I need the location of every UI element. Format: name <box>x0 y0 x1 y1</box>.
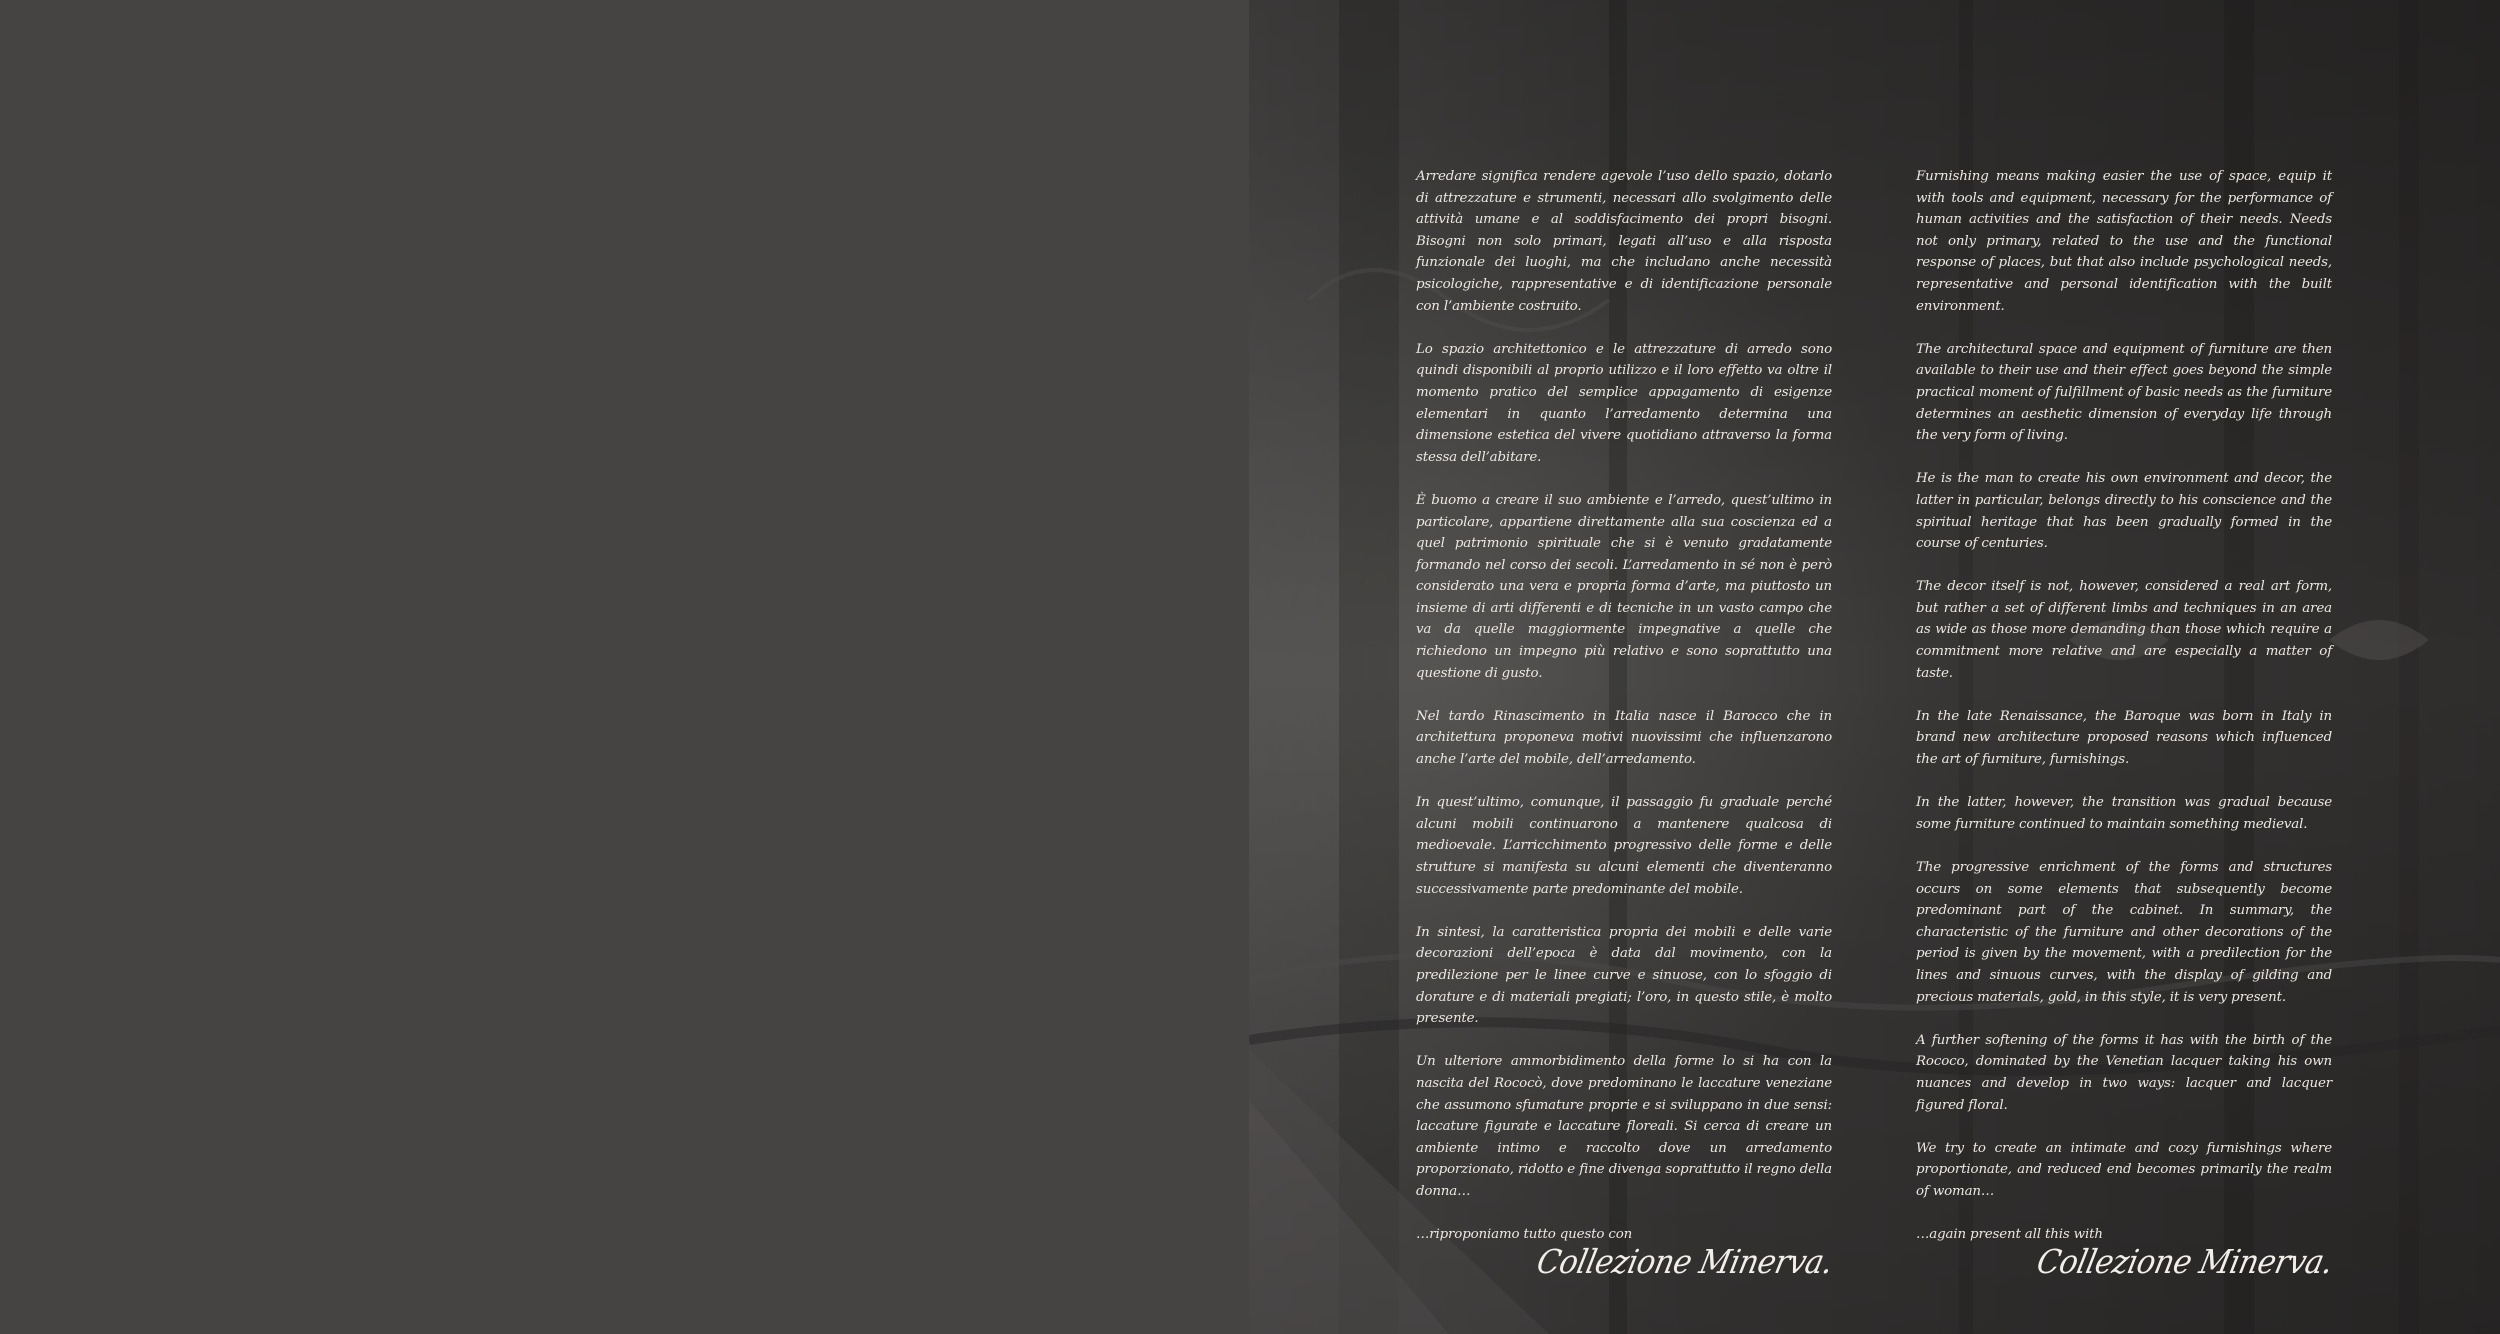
english-paragraph-7: The progressive enrichment of the forms and structures occurs on some elements that subsequently become predominant part of the cabinet. In summary, the characteristic of the furniture and other decorations of the period is given by the movement, with a predilection for the lines and sinuous curves, with the display of gilding and precious materials, gold, in this style, it is very present. <box>1916 860 2332 1005</box>
english-paragraph-1: Furnishing means making easier the use of space, equip it with tools and equipment, necessary for the performance of human activities and the satisfaction of their needs. Needs not only primary, related to the use and the functional response of places, but that also include psychological needs, representative and personal identification with the built environment. <box>1916 169 2332 314</box>
italian-paragraph-3: È buomo a creare il suo ambiente e l’arredo, quest’ultimo in particolare, appartiene direttamente alla sua coscienza ed a quel patrimonio spirituale che si è venuto gradatamente formando nel corso dei secoli. L’arredamento in sé non è però considerato una vera e propria forma d’arte, ma piuttosto un insieme di arti differenti e di tecniche in un vasto campo che va da quelle maggiormente impegnative a quelle che richiedono un impegno più relativo e sono soprattutto una questione di gusto. <box>1416 492 1832 681</box>
english-paragraph-6: In the latter, however, the transition was gradual because some furniture continued to maintain something medieval. <box>1916 795 2332 832</box>
italian-paragraph-2: Lo spazio architettonico e le attrezzature di arredo sono quindi disponibili al proprio utilizzo e il loro effetto va oltre il momento pratico del semplice appagamento di esigenze elementari in quanto l’arredamento determina una dimensione estetica del vivere quotidiano attraverso la forma stessa dell’abitare. <box>1416 341 1832 465</box>
english-paragraph-9: We try to create an intimate and cozy furnishings where proportionate, and reduced end becomes primarily the realm of woman… <box>1916 1140 2332 1199</box>
english-closing-line: …again present all this with <box>1916 1227 2103 1243</box>
italian-paragraph-5: In quest’ultimo, comunque, il passaggio fu graduale perché alcuni mobili continuarono a mantenere qualcosa di medioevale. L’arricchimento progressivo delle forme e delle strutture si manifesta su alcuni elementi che diventeranno successivamente parte predominante del mobile. <box>1416 795 1832 897</box>
italian-paragraph-4: Nel tardo Rinascimento in Italia nasce il Barocco che in architettura proponeva motivi nuovissimi che influenzarono anche l’arte del mobile, dell’arredamento. <box>1416 708 1832 768</box>
italian-text-column <box>1416 166 1837 1282</box>
english-paragraph-2: The architectural space and equipment of furniture are then available to their use and their effect goes beyond the simple practical moment of fulfillment of basic needs as the furniture determines an aesthetic dimension of everyday life through the very form of living. <box>1916 341 2332 444</box>
english-paragraph-8: A further softening of the forms it has with the birth of the Rococo, dominated by the Venetian lacquer taking his own nuances and develop in two ways: lacquer and lacquer figured floral. <box>1916 1032 2332 1113</box>
right-page <box>1249 0 2500 1334</box>
italian-closing-line: …riproponiamo tutto questo con <box>1416 1227 1633 1243</box>
italian-signature: Collezione Minerva. <box>1533 1242 1837 1282</box>
english-text-column <box>1916 166 2337 1282</box>
english-paragraph-3: He is the man to create his own environment and decor, the latter in particular, belongs directly to his conscience and the spiritual heritage that has been gradually formed in the course of centuries. <box>1916 471 2332 552</box>
italian-paragraph-1: Arredare significa rendere agevole l’uso dello spazio, dotarlo di attrezzature e strumenti, necessari allo svolgimento delle attività umane e al soddisfacimento dei propri bisogni. Bisogni non solo primari, legati all’uso e alla risposta funzionale dei luoghi, ma che includano anche necessità psicologiche, rappresentative e di identificazione personale con l’ambiente costruito. <box>1416 169 1832 314</box>
italian-paragraph-6: In sintesi, la caratteristica propria dei mobili e delle varie decorazioni dell’epoca è data dal movimento, con la predilezione per le linee curve e sinuose, con lo sfoggio di dorature e di materiali pregiati; l’oro, in questo stile, è molto presente. <box>1416 924 1832 1027</box>
english-paragraph-5: In the late Renaissance, the Baroque was born in Italy in brand new architecture proposed reasons which influenced the art of furniture, furnishings. <box>1916 708 2332 768</box>
english-signature: Collezione Minerva. <box>2033 1242 2337 1282</box>
italian-paragraph-7: Un ulteriore ammorbidimento della forme lo si ha con la nascita del Rococò, dove predominano le laccature veneziane che assumono sfumature proprie e si sviluppano in due sensi: laccature figurate e laccature floreali. Si cerca di creare un ambiente intimo e raccolto dove un arredamento proporzionato, ridotto e fine divenga soprattutto il regno della donna… <box>1416 1054 1832 1199</box>
left-page-blank <box>0 0 1249 1334</box>
english-paragraph-4: The decor itself is not, however, considered a real art form, but rather a set of different limbs and techniques in an area as wide as those more demanding than those which require a commitment more relative and are especially a matter of taste. <box>1916 579 2332 681</box>
